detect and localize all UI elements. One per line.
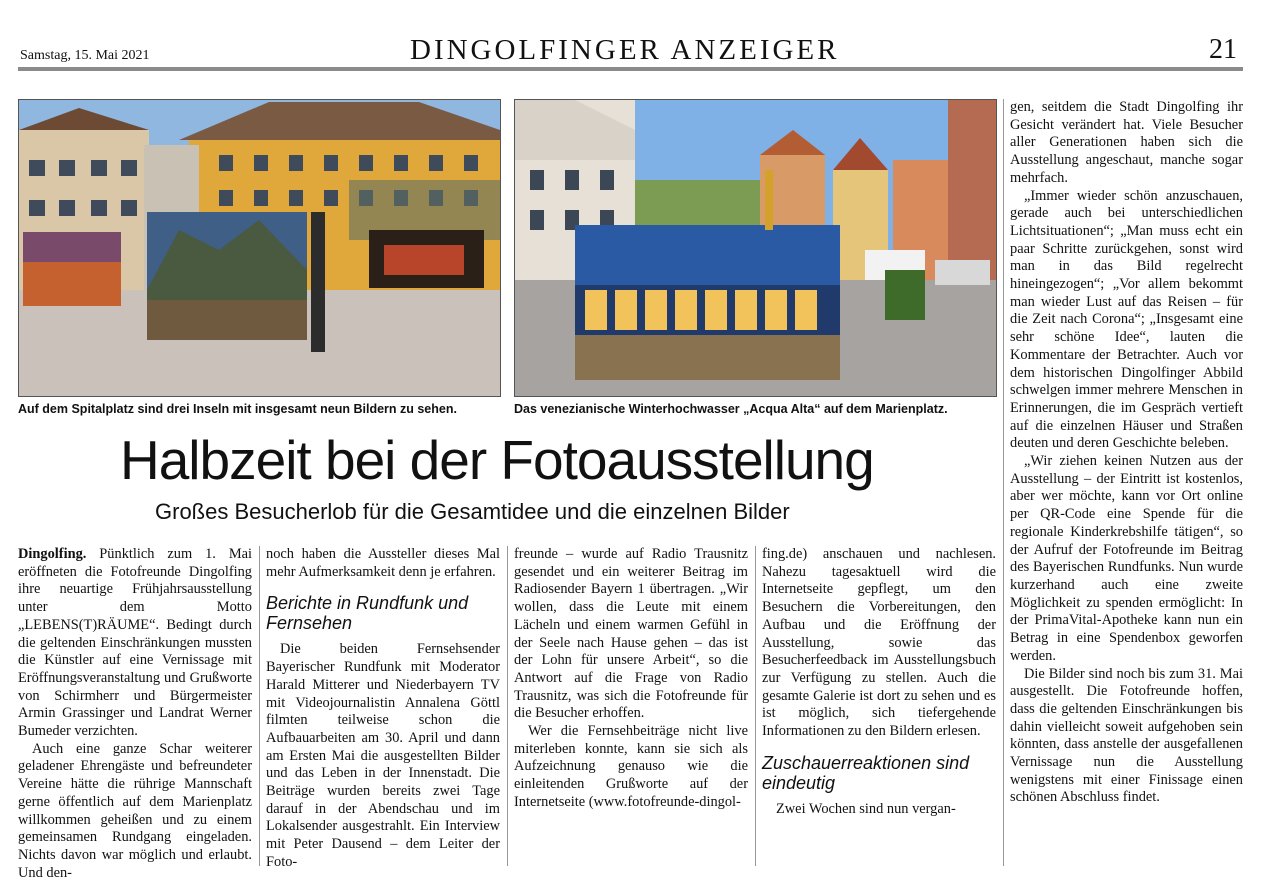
column-divider	[1003, 99, 1004, 866]
paragraph: noch haben die Aussteller dieses Mal mehr Aufmerksamkeit denn je erfahren.	[266, 546, 500, 580]
paragraph: Zwei Wochen sind nun vergan-	[776, 800, 956, 817]
section-subhead: Zuschauerreaktionen sind eindeutig	[762, 752, 970, 793]
article-column-4	[762, 546, 996, 818]
paragraph: freunde – wurde auf Radio Trausnitz gesendet und ein weiterer Beitrag im Radiosender Bayern 1 übertragen. „Wir wollen, dass die Leute mit einem Lächeln und einem warmen Gefühl in der Seele nach Hause gehen – das ist der Lohn für unsere Arbeit“, so die Antwort auf die Frage von Radio Trausnitz, was sich die Fotofreunde für die Besucher erhoffen.	[514, 546, 748, 722]
photo-caption-2: Das venezianische Winterhochwasser „Acqua Alta“ auf dem Marienplatz.	[514, 402, 948, 416]
column-divider	[755, 546, 756, 866]
article-column-3	[514, 546, 748, 812]
article-column-1	[18, 546, 252, 882]
column-divider	[507, 546, 508, 866]
paragraph: Pünktlich zum 1. Mai eröffneten die Fotofreunde Dingolfing ihre neuartige Frühjahrsausstellung unter dem Motto „LEBENS(T)RÄUME“. Bedingt durch die geltenden Einschränkungen mussten die Künstler auf eine Vernissage mit Eröffnungsveranstaltung und Grußworte von Schirmherr und Bürgermeister Armin Grassinger und Landrat Werner Bumeder verzichten.	[18, 546, 252, 740]
subheadline: Großes Besucherlob für die Gesamtidee und die einzelnen Bilder	[155, 499, 790, 524]
paragraph: Wer die Fernsehbeiträge nicht live miterleben konnte, kann sie sich als Aufzeichnung genauso wie die einleitenden Grußworte auf der Internetseite (www.fotofreunde-dingol-	[514, 723, 748, 810]
newspaper-masthead: DINGOLFINGER ANZEIGER	[410, 34, 840, 66]
paragraph: „Immer wieder schön anzuschauen, gerade auch bei unterschiedlichen Lichtsituationen“; „Man muss echt ein paar Schritte zurückgehen, sonst wird man in das Bild regelrecht hineingezogen“; „Vor allem bekommt man wieder Lust auf das Reisen – für die Zeit nach Corona“; „Insgesamt eine sehr schöne Idee“, lauten die Kommentare der Betrachter. Auch vor dem historischen Dingolfinger Abbild schwelgen immer mehrere Menschen in Erinnerungen, die im Gespräch vertieft auf die einzelnen Häuser und Straßen deuten und deren Geschichte beleben.	[1010, 187, 1243, 452]
paragraph: Auch eine ganze Schar weiterer geladener Ehrengäste und befreundeter Vereine hätte die rührige Mannschaft gerne öffentlich auf dem Marienplatz willkommen geheißen und zu einem gemeinsamen Rundgang eingeladen. Nichts davon war möglich und erlaubt. Und den-	[18, 740, 252, 881]
issue-date: Samstag, 15. Mai 2021	[20, 48, 150, 63]
photo-spitalplatz	[18, 99, 501, 397]
photo-marienplatz	[514, 99, 997, 397]
paragraph: gen, seitdem die Stadt Dingolfing ihr Gesicht verändert hat. Viele Besucher aller Generationen haben sich die Ausstellung angeschaut, manche sogar mehrfach.	[1010, 99, 1243, 186]
page-number: 21	[1209, 34, 1237, 65]
headline: Halbzeit bei der Fotoausstellung	[120, 429, 874, 491]
photo-caption-1: Auf dem Spitalplatz sind drei Inseln mit insgesamt neun Bildern zu sehen.	[18, 402, 457, 416]
paragraph: „Wir ziehen keinen Nutzen aus der Ausstellung – der Eintritt ist kostenlos, aber wer möchte, kann vor Ort online per QR-Code eine Spende für die regionale Kinderkrebshilfe tätigen“, so der Aufruf der Fotofreunde im Beitrag des Bayerischen Rundfunks. Nun wurde kurzerhand auch eine zweite Möglichkeit zu spenden ermöglicht: In der PrimaVital-Apotheke kann nun ein Betrag in eine Spendenbox geworfen werden.	[1010, 453, 1243, 664]
paragraph: Die beiden Fernsehsender Bayerischer Rundfunk mit Moderator Harald Mitterer und Niederbayern TV mit Videojournalistin Annalena Göttl filmten teilweise schon die Aufbauarbeiten am 30. April und dann am Ersten Mai die ausgestellten Bilder und das Leben in der Innenstadt. Die Beiträge wurden bereits zwei Tage darauf in der Abendschau und im Lokalsender ausgestrahlt. Ein Interview mit Peter Dausend – dem Leiter der Foto-	[266, 641, 500, 870]
paragraph: Die Bilder sind noch bis zum 31. Mai ausgestellt. Die Fotofreunde hoffen, dass die geltenden Einschränkungen bis dahin vielleicht soweit aufgehoben sein könnten, dass anstelle der ausgefallenen Vernissage nun die Ausstellung wenigstens mit einer Finissage einen schönen Abschluss findet.	[1010, 665, 1243, 806]
article-column-5	[1010, 99, 1243, 807]
section-subhead: Berichte in Rundfunk und Fernsehen	[266, 593, 469, 634]
dateline: Dingolfing.	[18, 546, 87, 562]
column-divider	[259, 546, 260, 866]
paragraph: fing.de) anschauen und nachlesen. Nahezu tagesaktuell wird die Internetseite gepflegt, um den Besuchern die Vorbereitungen, den Aufbau und die Eröffnung der Ausstellung, sowie das Besucherfeedback im Ausstellungsbuch zur Verfügung zu stellen. Auch die gesamte Galerie ist dort zu sehen und es ist möglich, sich tiefergehende Informationen zu den Bildern erlesen.	[762, 546, 996, 740]
masthead-rule	[18, 67, 1243, 71]
article-column-2	[266, 546, 500, 872]
